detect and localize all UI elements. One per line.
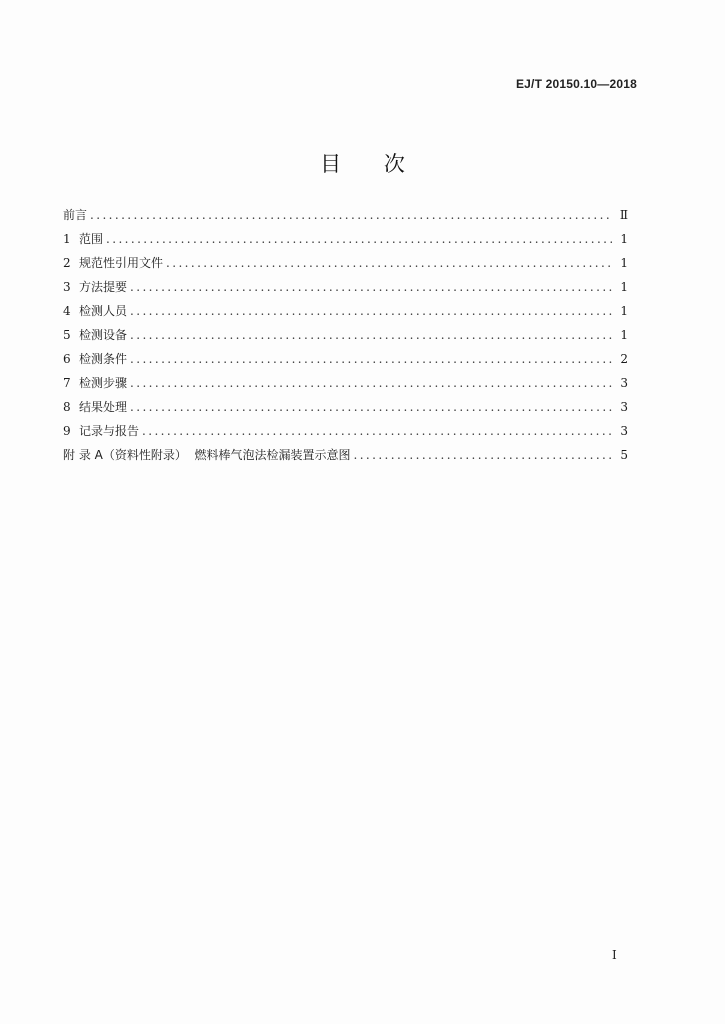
- toc-entry-personnel[interactable]: [63, 303, 628, 327]
- toc-leader-dots: [130, 399, 612, 415]
- toc-entry-label: 4 检测人员: [63, 304, 128, 318]
- document-code: EJ/T 20150.10—2018: [515, 77, 637, 91]
- toc-entry-label: 1 范围: [63, 232, 104, 246]
- toc-entry-page: 3: [620, 400, 628, 414]
- toc-entry-label: 7 检测步骤: [63, 376, 128, 390]
- toc-entry-label: 附 录 A（资料性附录） 燃料棒气泡法检漏装置示意图: [63, 448, 351, 462]
- toc-entry-label: 6 检测条件: [63, 352, 128, 366]
- toc-entry-page: 2: [620, 352, 628, 366]
- toc-entry-page: 1: [620, 256, 628, 270]
- toc-entry-normative-references[interactable]: [63, 255, 628, 279]
- toc-entry-scope[interactable]: [63, 231, 628, 255]
- page-number: I: [612, 948, 617, 962]
- toc-entry-foreword[interactable]: [63, 207, 628, 231]
- toc-entry-annex-a[interactable]: [63, 447, 628, 471]
- toc-entry-equipment[interactable]: [63, 327, 628, 351]
- toc-entry-conditions[interactable]: [63, 351, 628, 375]
- toc-leader-dots: [130, 375, 612, 391]
- toc-leader-dots: [166, 255, 612, 271]
- toc-leader-dots: [353, 447, 612, 463]
- toc-entry-page: 5: [620, 448, 628, 462]
- toc-entry-result-processing[interactable]: [63, 399, 628, 423]
- toc-entry-page: 1: [620, 328, 628, 342]
- toc-leader-dots: [130, 351, 612, 367]
- toc-entry-label: 前言: [63, 208, 88, 222]
- toc-leader-dots: [142, 423, 612, 439]
- toc-entry-label: 5 检测设备: [63, 328, 128, 342]
- toc-entry-records-report[interactable]: [63, 423, 628, 447]
- toc-leader-dots: [90, 207, 612, 223]
- toc-entry-label: 8 结果处理: [63, 400, 128, 414]
- toc-entry-label: 9 记录与报告: [63, 424, 140, 438]
- toc-leader-dots: [130, 279, 612, 295]
- toc-entry-page: 1: [620, 232, 628, 246]
- toc-entry-page: 3: [620, 424, 628, 438]
- toc-title: 目 次: [320, 152, 423, 176]
- toc-leader-dots: [130, 303, 612, 319]
- toc-entry-label: 2 规范性引用文件: [63, 256, 164, 270]
- toc-entry-page: 1: [620, 280, 628, 294]
- toc-entry-page: 3: [620, 376, 628, 390]
- toc-entry-method-summary[interactable]: [63, 279, 628, 303]
- toc-entry-page: 1: [620, 304, 628, 318]
- toc-entry-page: Ⅱ: [619, 208, 628, 222]
- toc-leader-dots: [106, 231, 612, 247]
- toc-entry-procedure[interactable]: [63, 375, 628, 399]
- table-of-contents: [63, 207, 628, 471]
- toc-entry-label: 3 方法提要: [63, 280, 128, 294]
- toc-leader-dots: [130, 327, 612, 343]
